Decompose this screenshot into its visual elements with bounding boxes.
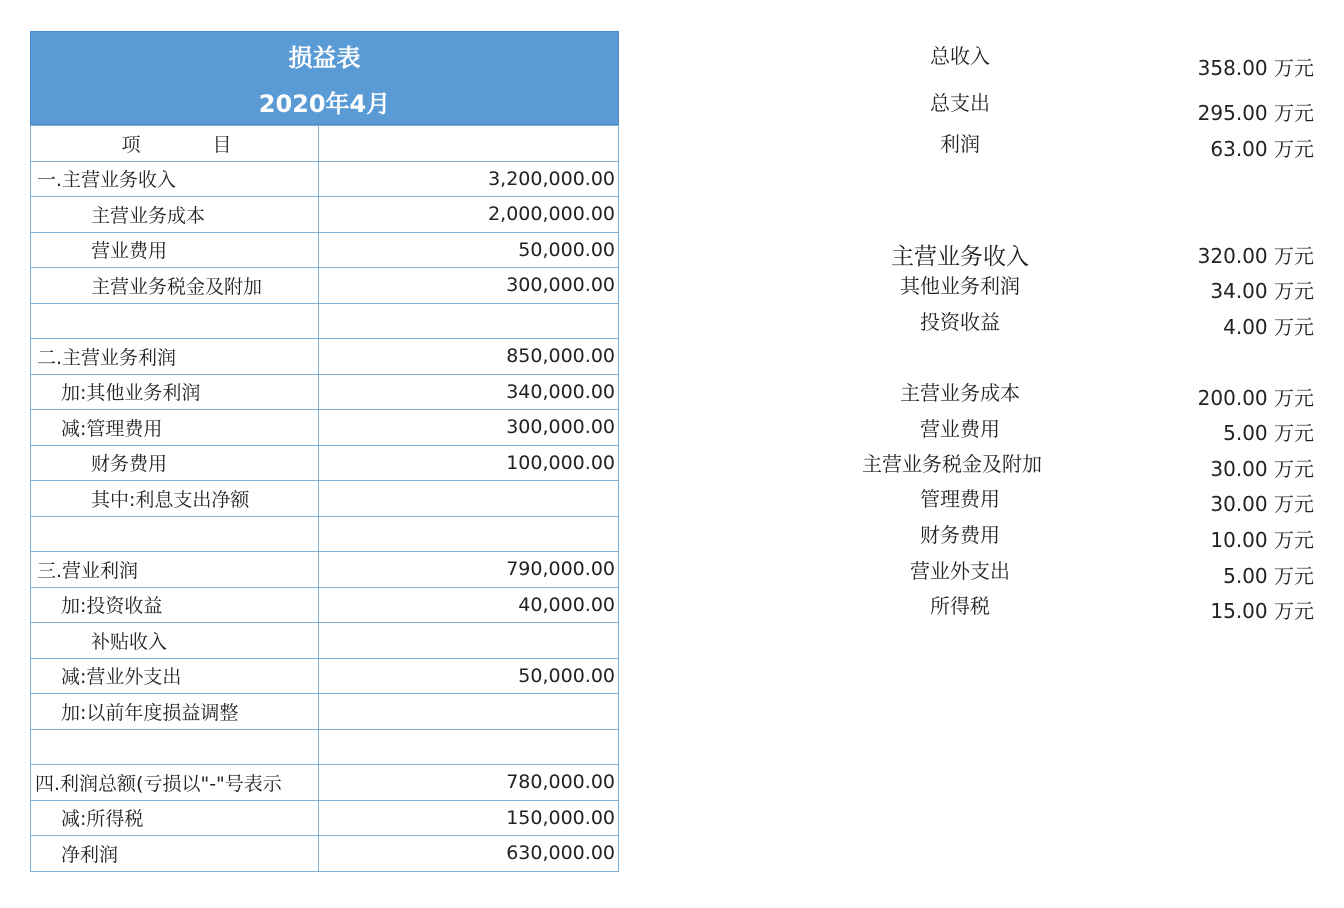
row-item[interactable]: 营业费用 xyxy=(31,232,319,268)
row-value[interactable]: 50,000.00 xyxy=(319,658,619,694)
summary-value-total-income: 358.00 万元 xyxy=(1197,56,1314,80)
row-value[interactable]: 2,000,000.00 xyxy=(319,197,619,233)
table-row xyxy=(31,729,619,765)
row-item[interactable]: 加:以前年度损益调整 xyxy=(31,694,319,730)
table-row xyxy=(31,836,619,872)
row-value[interactable]: 50,000.00 xyxy=(319,232,619,268)
row-value[interactable]: 850,000.00 xyxy=(319,339,619,375)
summary-label-other-profit: 其他业务利润 xyxy=(900,274,1020,298)
row-value[interactable]: 100,000.00 xyxy=(319,445,619,481)
row-item[interactable]: 主营业务税金及附加 xyxy=(31,268,319,304)
summary-label-total-expense: 总支出 xyxy=(930,91,990,115)
row-item[interactable]: 财务费用 xyxy=(31,445,319,481)
summary-value-total-expense: 295.00 万元 xyxy=(1197,101,1314,125)
row-item[interactable]: 二.主营业务利润 xyxy=(31,339,319,375)
summary-label-investment-income: 投资收益 xyxy=(920,310,1000,334)
row-value[interactable] xyxy=(319,729,619,765)
row-value[interactable] xyxy=(319,516,619,552)
summary-label-tax-surcharge: 主营业务税金及附加 xyxy=(862,452,1042,476)
row-item[interactable] xyxy=(31,516,319,552)
summary-value-main-revenue: 320.00 万元 xyxy=(1197,244,1314,268)
row-item[interactable]: 加:投资收益 xyxy=(31,587,319,623)
column-header-item-part2: 目 xyxy=(212,133,234,156)
table-row xyxy=(31,587,619,623)
summary-label-profit: 利润 xyxy=(940,132,980,156)
table-row xyxy=(31,268,619,304)
summary-label-main-cost: 主营业务成本 xyxy=(900,381,1020,405)
table-row xyxy=(31,552,619,588)
summary-label-non-operating-expense: 营业外支出 xyxy=(910,559,1010,583)
row-item[interactable]: 减:所得税 xyxy=(31,800,319,836)
row-value[interactable]: 3,200,000.00 xyxy=(319,161,619,197)
row-item[interactable]: 三.营业利润 xyxy=(31,552,319,588)
summary-label-total-income: 总收入 xyxy=(930,44,990,68)
row-item[interactable]: 加:其他业务利润 xyxy=(31,374,319,410)
summary-value-tax-surcharge: 30.00 万元 xyxy=(1210,457,1314,481)
report-header xyxy=(30,31,619,125)
summary-value-admin-expense: 30.00 万元 xyxy=(1210,492,1314,516)
row-value[interactable]: 40,000.00 xyxy=(319,587,619,623)
table-row xyxy=(31,339,619,375)
table-row xyxy=(31,658,619,694)
summary-value-main-cost: 200.00 万元 xyxy=(1197,386,1314,410)
summary-value-income-tax: 15.00 万元 xyxy=(1210,599,1314,623)
row-value[interactable]: 300,000.00 xyxy=(319,410,619,446)
row-item[interactable]: 一.主营业务收入 xyxy=(31,161,319,197)
table-row xyxy=(31,374,619,410)
row-value[interactable]: 300,000.00 xyxy=(319,268,619,304)
table-row xyxy=(31,303,619,339)
table-row xyxy=(31,161,619,197)
row-value[interactable]: 790,000.00 xyxy=(319,552,619,588)
row-value[interactable]: 340,000.00 xyxy=(319,374,619,410)
column-header-value[interactable] xyxy=(319,126,619,162)
table-row xyxy=(31,800,619,836)
summary-label-main-revenue: 主营业务收入 xyxy=(891,244,1029,270)
table-row xyxy=(31,232,619,268)
row-item[interactable]: 减:营业外支出 xyxy=(31,658,319,694)
summary-label-finance-expense: 财务费用 xyxy=(920,523,1000,547)
table-row xyxy=(31,516,619,552)
summary-label-operating-expense: 营业费用 xyxy=(920,417,1000,441)
row-value[interactable] xyxy=(319,694,619,730)
row-value[interactable] xyxy=(319,303,619,339)
row-item[interactable]: 净利润 xyxy=(31,836,319,872)
row-item[interactable] xyxy=(31,303,319,339)
report-period: 2020年4月 xyxy=(258,90,391,118)
summary-value-operating-expense: 5.00 万元 xyxy=(1223,421,1314,445)
row-value[interactable] xyxy=(319,623,619,659)
table-row xyxy=(31,410,619,446)
row-item[interactable]: 补贴收入 xyxy=(31,623,319,659)
table-row xyxy=(31,481,619,517)
summary-value-other-profit: 34.00 万元 xyxy=(1210,279,1314,303)
row-item[interactable]: 四.利润总额(亏损以"-"号表示 xyxy=(31,765,319,801)
income-statement-table xyxy=(30,125,619,872)
row-item[interactable] xyxy=(31,729,319,765)
row-value[interactable] xyxy=(319,481,619,517)
row-value[interactable]: 150,000.00 xyxy=(319,800,619,836)
row-item[interactable]: 其中:利息支出净额 xyxy=(31,481,319,517)
summary-value-finance-expense: 10.00 万元 xyxy=(1210,528,1314,552)
summary-value-profit: 63.00 万元 xyxy=(1210,137,1314,161)
report-title: 损益表 xyxy=(288,44,361,72)
row-value[interactable]: 780,000.00 xyxy=(319,765,619,801)
column-header-item-part1: 项 xyxy=(121,133,143,156)
table-row xyxy=(31,197,619,233)
summary-label-admin-expense: 管理费用 xyxy=(920,487,1000,511)
row-item[interactable]: 主营业务成本 xyxy=(31,197,319,233)
summary-value-non-operating-expense: 5.00 万元 xyxy=(1223,564,1314,588)
row-value[interactable]: 630,000.00 xyxy=(319,836,619,872)
table-row xyxy=(31,445,619,481)
table-row xyxy=(31,765,619,801)
column-header-item[interactable] xyxy=(31,126,319,162)
row-item[interactable]: 减:管理费用 xyxy=(31,410,319,446)
table-row xyxy=(31,623,619,659)
table-header-row xyxy=(31,126,619,162)
summary-label-income-tax: 所得税 xyxy=(930,594,990,618)
table-row xyxy=(31,694,619,730)
summary-value-investment-income: 4.00 万元 xyxy=(1223,315,1314,339)
